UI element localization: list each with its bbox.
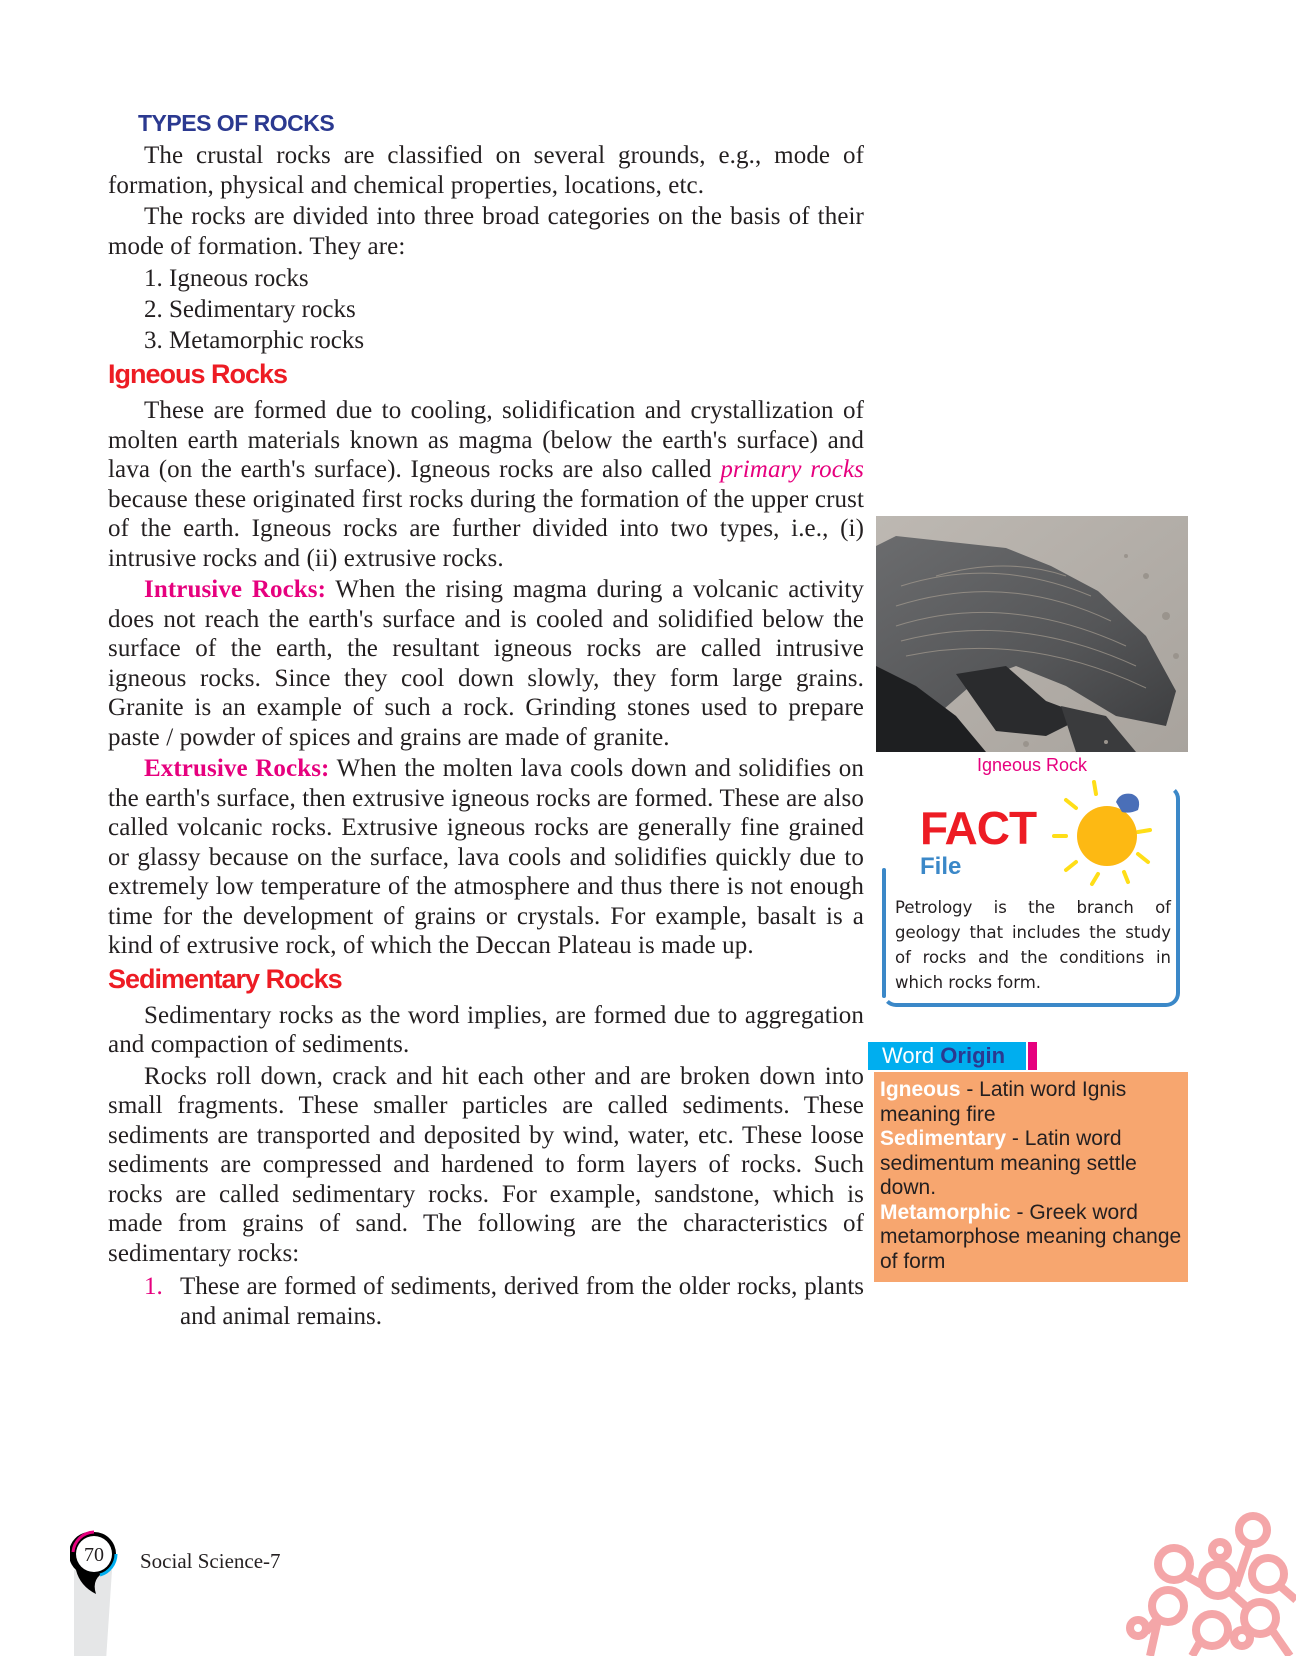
- word-origin-entry: [880, 1078, 1182, 1127]
- extrusive-paragraph: [108, 754, 864, 961]
- word-origin-accent: [1028, 1042, 1037, 1070]
- list-item: 1. Igneous rocks: [144, 265, 309, 292]
- igneous-rock-photo: [876, 516, 1188, 752]
- list-number: 1.: [144, 1273, 163, 1300]
- fact-subtitle: File: [920, 853, 962, 880]
- definition: - Latin word sedimentum meaning settle down.: [880, 1127, 1137, 1199]
- decorative-molecule-icon: [1100, 1490, 1296, 1656]
- sedimentary-paragraph-2: Rocks roll down, crack and hit each other and are broken down into small fragments. These smaller particles are called sediments. These sediments are transported and deposited by wind, water, etc. These loose sediments are compressed and hardened to form layers of rocks. Such rocks are called sedimentary rocks. For example, sandstone, which is made from grains of sand. The following are the characteristics of sedimentary rocks:: [108, 1062, 864, 1267]
- intrusive-paragraph: [108, 575, 864, 752]
- list-item: 3. Metamorphic rocks: [144, 327, 365, 354]
- page-number: 70: [84, 1544, 104, 1566]
- rock-categories-list: [108, 263, 864, 356]
- intrusive-label: Intrusive Rocks:: [144, 576, 327, 603]
- definition: - Greek word metamorphose meaning change of form: [880, 1200, 1182, 1273]
- section-title: TYPES OF ROCKS: [138, 110, 335, 136]
- word-origin-entry: [880, 1201, 1182, 1275]
- list-item: 2. Sedimentary rocks: [144, 296, 356, 323]
- definition: - Latin word Ignis meaning fire: [880, 1078, 1127, 1126]
- primary-rocks-highlight: primary rocks: [720, 456, 864, 483]
- term: Igneous: [880, 1078, 961, 1101]
- term: Metamorphic: [880, 1200, 1011, 1224]
- fact-title: FACT: [920, 802, 1037, 854]
- word-origin-body: [874, 1072, 1188, 1282]
- photo-caption: Igneous Rock: [976, 755, 1088, 775]
- characteristics-list: [108, 1272, 864, 1331]
- word-origin-header: [868, 1042, 1026, 1070]
- extrusive-label: Extrusive Rocks:: [144, 755, 330, 782]
- igneous-heading: Igneous Rocks: [108, 359, 288, 389]
- list-item: [108, 1272, 864, 1331]
- text-run: When the rising magma during a volcanic activity does not reach the earth's surface and is cooled and solidified below the surface of the earth, the resultant igneous rocks are called intrusive igneous rocks. Since they cool down slowly, they form large grains. Granite is an example of such a rock. Grinding stones used to prepare paste / powder of spices and grains are made of granite.: [108, 576, 864, 751]
- light-bulb-icon: [1050, 778, 1160, 890]
- main-column: [108, 110, 864, 1331]
- text-run: When the molten lava cools down and solidifies on the earth's surface, then extrusive igneous rocks are formed. These are also called volcanic rocks. Extrusive igneous rocks are generally fine grained or glassy because on the surface, lava cools and solidifies quickly due to extremely low temperature of the atmosphere and thus there is not enough time for the development of grains or crystals. For example, basalt is a kind of extrusive rock, of which the Deccan Plateau is made up.: [108, 755, 864, 959]
- word-origin-entry: [880, 1127, 1182, 1201]
- rock-image-icon: [876, 516, 1188, 752]
- header-origin: Origin: [940, 1043, 1006, 1068]
- fact-text: Petrology is the branch of geology that includes the study of rocks and the conditions in which rocks form.: [895, 898, 1171, 992]
- sedimentary-heading: Sedimentary Rocks: [108, 963, 342, 994]
- igneous-paragraph: [108, 396, 864, 573]
- intro-paragraph-2: The rocks are divided into three broad categories on the basis of their mode of formation. They are:: [108, 203, 864, 260]
- intro-paragraph-1: The crustal rocks are classified on several grounds, e.g., mode of formation, physical and chemical properties, locations, etc.: [108, 142, 864, 199]
- book-title: Social Science-7: [140, 1549, 281, 1573]
- sedimentary-paragraph-1: Sedimentary rocks as the word implies, are formed due to aggregation and compaction of sediments.: [108, 1001, 864, 1058]
- header-word: Word: [882, 1043, 941, 1068]
- list-text: These are formed of sediments, derived from the older rocks, plants and animal remains.: [180, 1273, 864, 1330]
- text-run: because these originated first rocks during the formation of the upper crust of the earth. Igneous rocks are further divided into two types, i.e., (i) intrusive rocks and (ii) extrusive rocks.: [108, 485, 864, 572]
- text-run: These are formed due to cooling, solidification and crystallization of molten earth materials known as magma (below the earth's surface) and lava (on the earth's surface). Igneous rocks are also called: [108, 397, 864, 483]
- term: Sedimentary: [880, 1127, 1007, 1150]
